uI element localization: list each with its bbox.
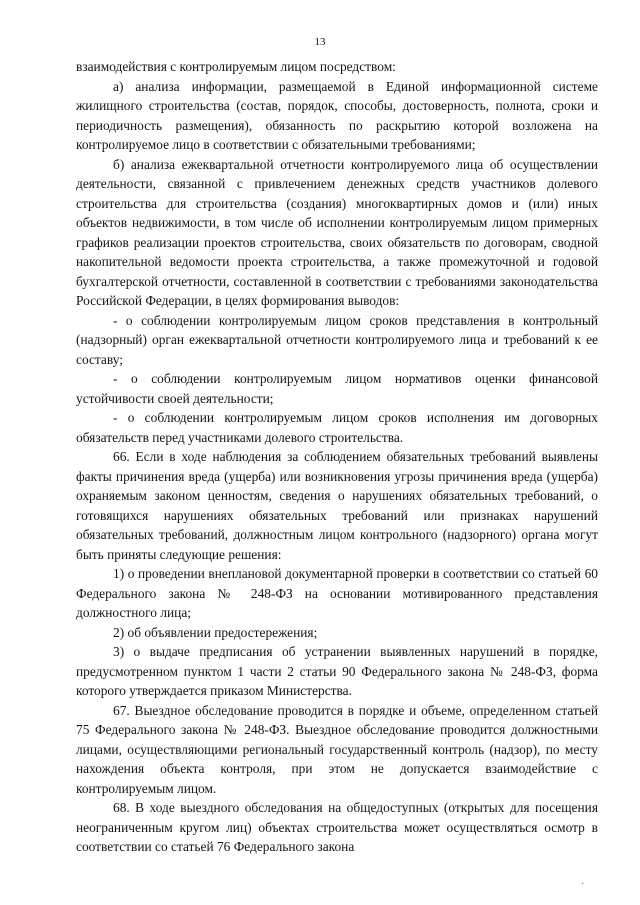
paragraph-item-a: а) анализа информации, размещаемой в Единой информационной системе жилищного строительства (состав, порядок, способы, достоверность, полнота, сроки и периодичность размещения), обязанность по раскрытию которой возложена на контролируемое лицо в соответствии с обязательными требованиями;: [76, 78, 598, 152]
paragraph-66-item-2: 2) об объявлении предостережения;: [113, 624, 318, 640]
paragraph-66: 66. Если в ходе наблюдения за соблюдением обязательных требований выявлены факты причинения вреда (ущерба) или возникновения угрозы причинения вреда (ущерба) охраняемым законом ценностям, сведения о нарушениях обязательных требований, о готовящихся нарушениях обязательных требований или признаках нарушений обязательных требований, должностным лицом контрольного (надзорного) органа могут быть приняты следующие решения:: [76, 449, 598, 562]
paragraph-dash-2: - о соблюдении контролируемым лицом нормативов оценки финансовой устойчивости своей деятельности;: [76, 371, 598, 406]
paragraph-dash-1: - о соблюдении контролируемым лицом сроков представления в контрольный (надзорный) орган ежеквартальной отчетности контролируемого лица и требований к ее составу;: [76, 312, 598, 367]
page-number: 13: [314, 36, 326, 48]
paragraph-68: 68. В ходе выездного обследования на общедоступных (открытых для посещения неограниченным кругом лиц) объектах строительства может осуществляться осмотр в соответствии со статьей 76 Федерального закона: [76, 800, 598, 854]
paragraph-item-b: б) анализа ежеквартальной отчетности контролируемого лица об осуществлении деятельности, связанной с привлечением денежных средств участников долевого строительства для строительства (создания) многоквартирных домов и (или) иных объектов недвижимости, в том числе об исполнении контролируемым лицом примерных графиков реализации проектов строительства, своих обязательств по договорам, сводной накопительной ведомости проекта строительства, а также промежуточной и годовой бухгалтерской отчетности, составленной в соответствии с требованиями законодательства Российской Федерации, в целях формирования выводов:: [76, 156, 598, 308]
paragraph-continuation: взаимодействия с контролируемым лицом посредством:: [76, 59, 396, 74]
paragraph-66-item-3: 3) о выдаче предписания об устранении выявленных нарушений в порядке, предусмотренном пунктом 1 части 2 статьи 90 Федерального закона № 248-ФЗ, форма которого утверждается приказом Министерства.: [76, 644, 598, 698]
document-body: [76, 57, 598, 857]
footer-mark: .: [581, 876, 584, 887]
paragraph-67: 67. Выездное обследование проводится в порядке и объеме, определенном статьей 75 Федерального закона № 248-ФЗ. Выездное обследование проводится должностными лицами, осуществляющими региональный государственный контроль (надзор), по месту нахождения объекта контроля, при этом не допускается взаимодействие с контролируемым лицом.: [76, 702, 598, 796]
paragraph-66-item-1: 1) о проведении внеплановой документарной проверки в соответствии со статьей 60 Федерального закона № 248-ФЗ на основании мотивированного представления должностного лица;: [76, 566, 598, 620]
paragraph-dash-3: - о соблюдении контролируемым лицом сроков исполнения им договорных обязательств перед участниками долевого строительства.: [76, 410, 598, 445]
